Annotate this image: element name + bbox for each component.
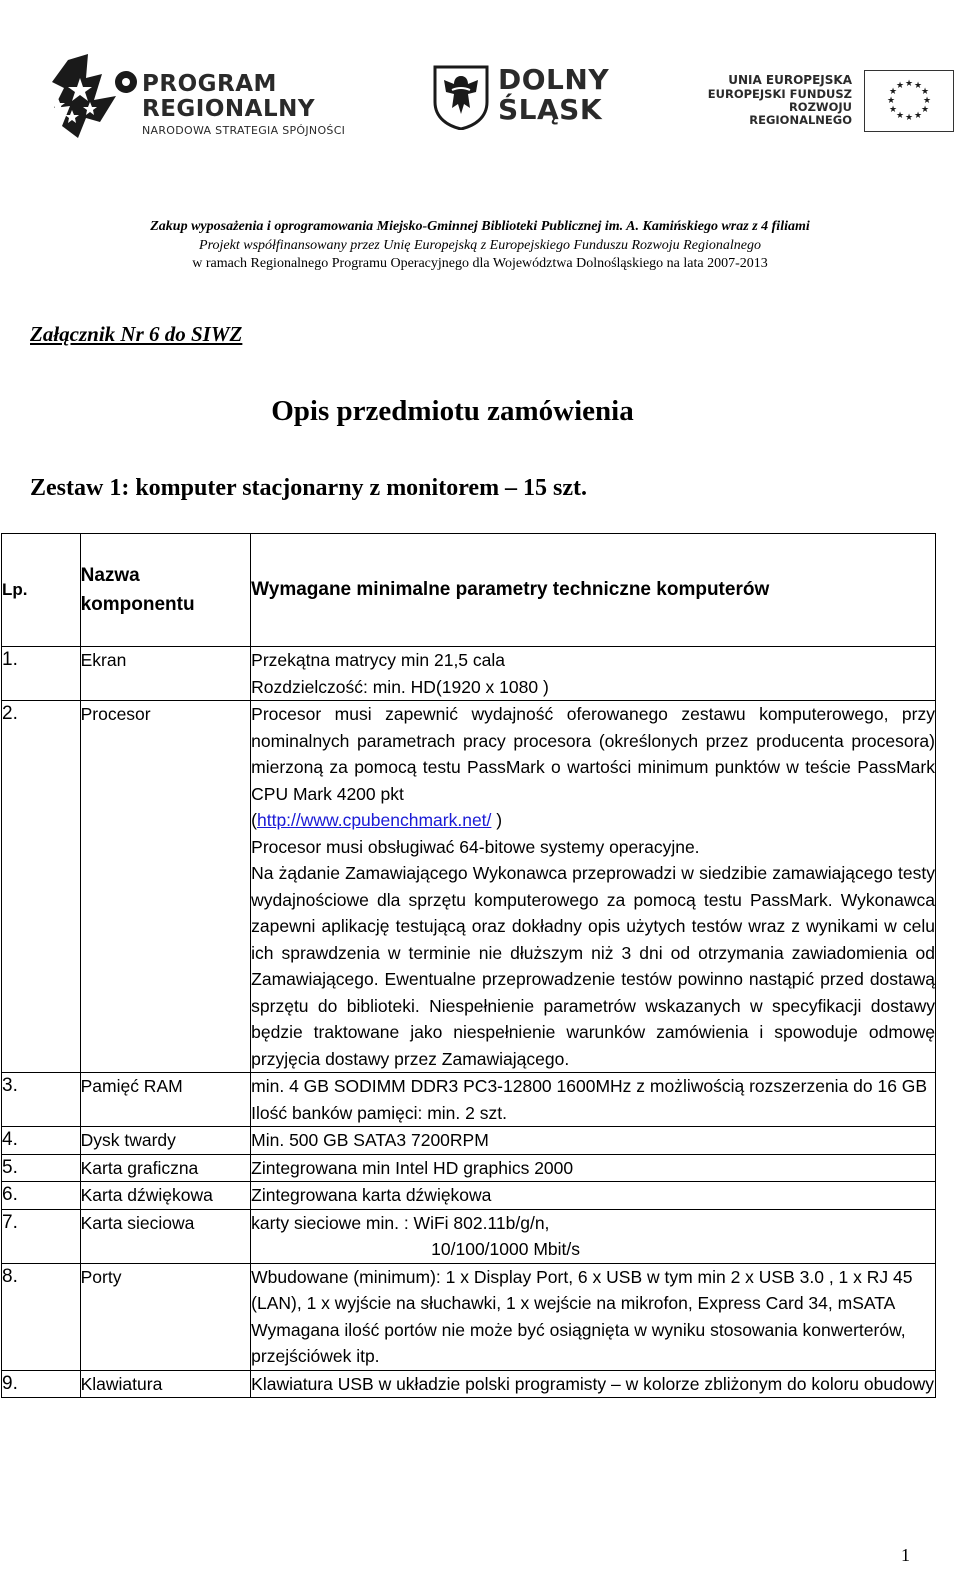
row-lp: 8.	[2, 1263, 81, 1370]
link-close-paren: )	[491, 810, 503, 830]
param-line: Wbudowane (minimum): 1 x Display Port, 6 x USB w tym min 2 x USB 3.0 , 1 x RJ 45 (LAN), 1 x wyjście na słuchawki, 1 x wejście na mikrofon, Express Card 34, mSATA Wymagana ilość portów nie może być osiągnięta w wyniku stosowania konwerterów, przejściówek itp.	[251, 1266, 913, 1366]
svg-text:★: ★	[913, 111, 923, 121]
processor-test-clause: Na żądanie Zamawiającego Wykonawca przeprowadzi w siedzibie zamawiającego testy wydajnościowe dla sprzętu komputerowego za pomocą testu PassMark. Wykonawca zapewni aplikację testującą oraz dokładny opis użytych testów wraz z wynikami w celu ich sprawdzenia w terminie nie dłuższym niż 3 dni od otrzymania zawiadomienia od Zamawiającego. Ewentualne przeprowadzenie testów powinno nastąpić przed dostawą sprzętu do biblioteki. Niespełnienie parametrów wskazanych w specyfikacji dostawy będzie traktowane jako niespełnienie warunków zamówienia i spowoduje odmowę przyjęcia dostawy przez Zamawiającego.	[251, 863, 935, 1069]
program-regionalny-line2: REGIONALNY	[142, 96, 316, 122]
table-row	[2, 1263, 936, 1370]
header-name: Nazwa komponentu	[80, 534, 251, 647]
table-row	[2, 1154, 936, 1182]
row-params	[251, 647, 936, 701]
table-row	[2, 1370, 936, 1398]
svg-text:★: ★	[913, 81, 923, 91]
benchmark-link-line	[251, 807, 935, 834]
table-row	[2, 1209, 936, 1263]
row-name: Karta graficzna	[80, 1154, 251, 1182]
table-row	[2, 1182, 936, 1210]
dolny-slask-line2: ŚLĄSK	[498, 93, 603, 126]
svg-text:★: ★	[888, 87, 898, 97]
table-row	[2, 1073, 936, 1127]
spec-table	[1, 533, 936, 1398]
row-name: Porty	[80, 1263, 251, 1370]
eu-stars-icon	[865, 71, 953, 131]
row-params	[251, 1073, 936, 1127]
row-params	[251, 1209, 936, 1263]
project-line2: Projekt współfinansowany przez Unię Europejską z Europejskiego Funduszu Rozwoju Regionalnego	[199, 237, 761, 253]
row-lp: 2.	[2, 701, 81, 1073]
svg-text:★: ★	[895, 81, 905, 91]
row-lp: 1.	[2, 647, 81, 701]
param-line: karty sieciowe min. : WiFi 802.11b/g/n,	[251, 1212, 550, 1233]
document-title: Opis przedmiotu zamówienia	[271, 395, 634, 427]
param-line: 10/100/1000 Mbit/s	[431, 1239, 581, 1259]
svg-text:★: ★	[888, 105, 898, 115]
table-header-row	[2, 534, 936, 647]
svg-text:★: ★	[904, 79, 914, 89]
param-line: min. 4 GB SODIMM DDR3 PC3-12800 1600MHz z możliwością rozszerzenia do 16 GB	[251, 1076, 928, 1096]
eagle-coat-of-arms-icon	[432, 64, 490, 130]
project-line1: Zakup wyposażenia i oprogramowania Miejsko-Gminnej Biblioteki Publicznej im. A. Kamińskiego wraz z 4 filiami	[150, 219, 810, 234]
row-name: Procesor	[80, 701, 251, 1073]
program-regionalny-logo	[50, 48, 380, 143]
row-params	[251, 701, 936, 1073]
annex-label: Załącznik Nr 6 do SIWZ	[30, 322, 243, 346]
processor-requirement: Procesor musi zapewnić wydajność oferowanego zestawu komputerowego, przy nominalnych parametrach pracy procesora (określonych przez producenta procesora) mierzoną za pomocą testu PassMark o wartości minimum punktów w teście PassMark CPU Mark 4200 pkt	[251, 704, 935, 804]
program-regionalny-line3: NARODOWA STRATEGIA SPÓJNOŚCI	[142, 124, 346, 137]
row-lp: 6.	[2, 1182, 81, 1210]
table-row	[2, 647, 936, 701]
svg-text:★: ★	[922, 96, 932, 106]
ue-line3: ROZWOJU REGIONALNEGO	[749, 100, 852, 128]
row-params	[251, 1370, 936, 1398]
processor-64bit-requirement: Procesor musi obsługiwać 64-bitowe systemy operacyjne.	[251, 836, 700, 857]
svg-text:★: ★	[886, 96, 896, 106]
row-params	[251, 1154, 936, 1182]
project-line3: w ramach Regionalnego Programu Operacyjnego dla Województwa Dolnośląskiego na lata 2007-2013	[192, 256, 768, 271]
row-lp: 9.	[2, 1370, 81, 1398]
param-line: Zintegrowana karta dźwiękowa	[251, 1185, 492, 1205]
param-line: Przekątna matrycy min 21,5 cala	[251, 650, 506, 670]
svg-text:★: ★	[895, 111, 905, 121]
row-name: Karta dźwiękowa	[80, 1182, 251, 1210]
table-row	[2, 701, 936, 1073]
row-params	[251, 1263, 936, 1370]
project-description	[0, 218, 960, 274]
row-lp: 5.	[2, 1154, 81, 1182]
row-name: Karta sieciowa	[80, 1209, 251, 1263]
table-row	[2, 1127, 936, 1155]
cpubenchmark-link[interactable]: http://www.cpubenchmark.net/	[256, 810, 492, 830]
svg-text:★: ★	[904, 113, 914, 123]
ue-line2: EUROPEJSKI FUNDUSZ	[707, 86, 852, 101]
svg-text:★: ★	[920, 105, 930, 115]
unia-europejska-logo	[690, 70, 960, 140]
row-params	[251, 1127, 936, 1155]
header-lp: Lp.	[2, 534, 81, 647]
svg-text:★: ★	[920, 87, 930, 97]
param-line: Klawiatura USB w układzie polski programisty – w kolorze zbliżonym do koloru obudowy	[251, 1373, 934, 1394]
dolny-slask-logo	[428, 64, 628, 134]
set-title: Zestaw 1: komputer stacjonarny z monitorem – 15 szt.	[30, 475, 588, 501]
eu-flag	[864, 70, 954, 132]
param-line: Min. 500 GB SATA3 7200RPM	[251, 1130, 489, 1150]
row-name: Pamięć RAM	[80, 1073, 251, 1127]
row-params	[251, 1182, 936, 1210]
row-lp: 4.	[2, 1127, 81, 1155]
param-line: Rozdzielczość: min. HD(1920 x 1080 )	[251, 676, 549, 697]
ue-line1: UNIA EUROPEJSKA	[728, 73, 852, 87]
program-regionalny-line1: PROGRAM	[142, 71, 277, 97]
row-name: Ekran	[80, 647, 251, 701]
header-logos	[0, 40, 960, 150]
row-lp: 7.	[2, 1209, 81, 1263]
dolny-slask-line1: DOLNY	[498, 63, 610, 96]
param-line: Zintegrowana min Intel HD graphics 2000	[251, 1157, 574, 1178]
row-name: Dysk twardy	[80, 1127, 251, 1155]
row-name: Klawiatura	[80, 1370, 251, 1398]
program-regionalny-emblem-icon	[50, 48, 145, 143]
row-lp: 3.	[2, 1073, 81, 1127]
param-line: Ilość banków pamięci: min. 2 szt.	[251, 1102, 507, 1123]
link-open-paren: (	[251, 810, 257, 830]
page-number: 1	[901, 1545, 910, 1565]
header-params: Wymagane minimalne parametry techniczne komputerów	[251, 534, 936, 647]
